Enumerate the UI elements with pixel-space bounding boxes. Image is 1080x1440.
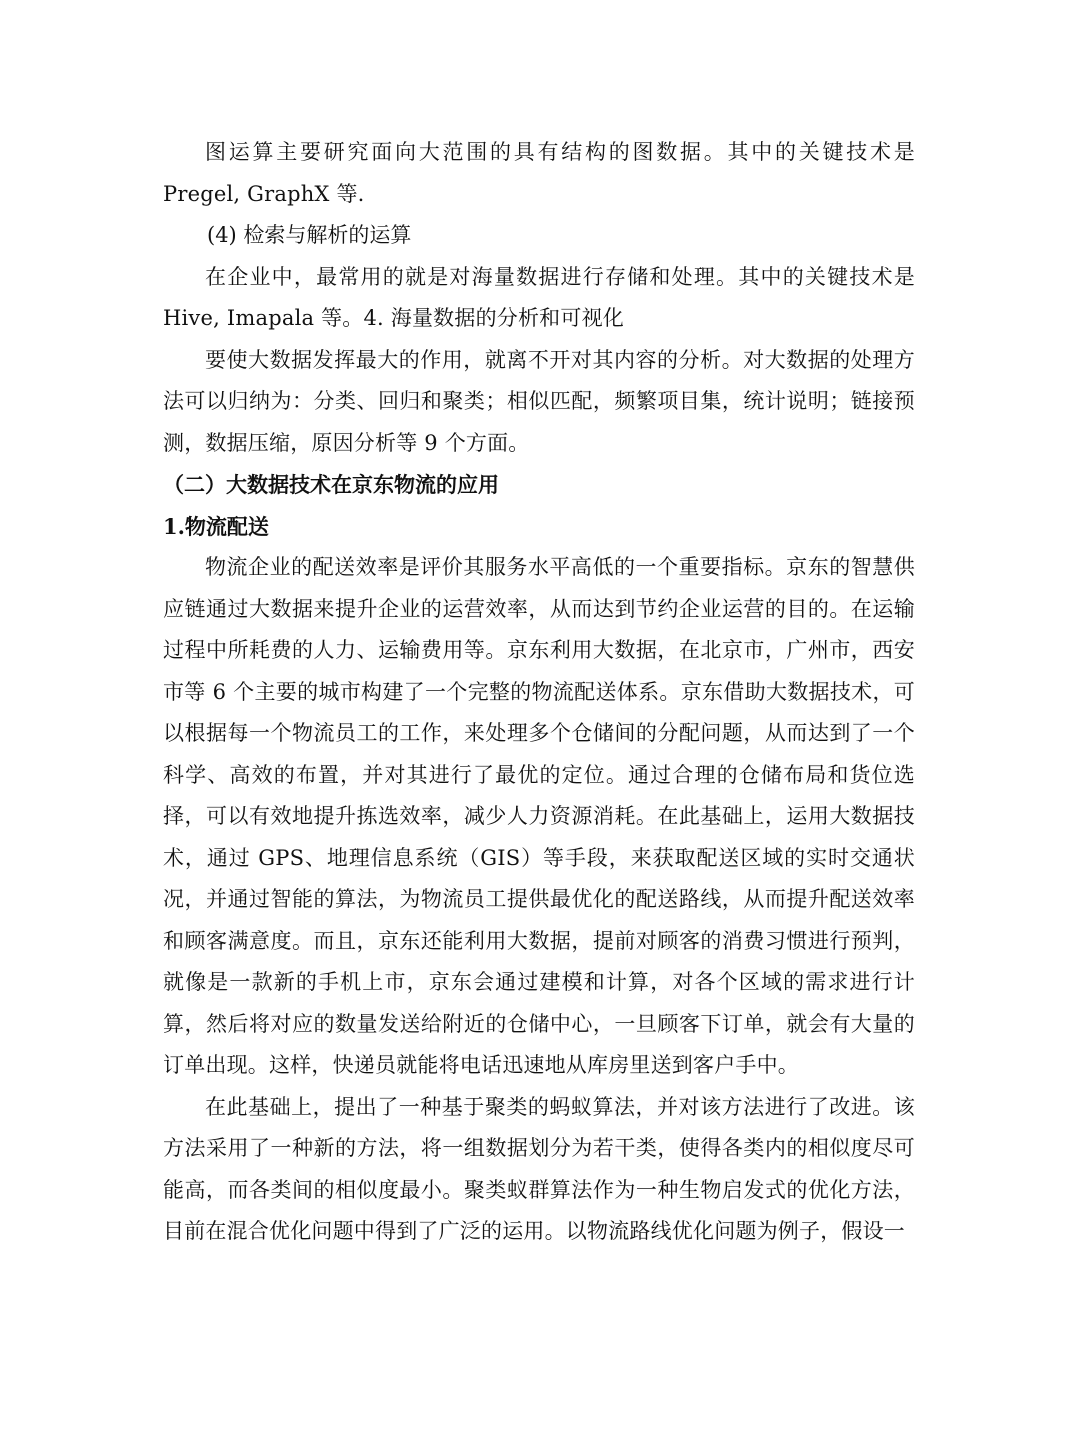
document-body	[163, 132, 915, 1253]
section-heading-jd-logistics: （二）大数据技术在京东物流的应用	[163, 472, 499, 497]
paragraph-enterprise-storage: 在企业中，最常用的就是对海量数据进行存储和处理。其中的关键技术是Hive, Imapala 等。4. 海量数据的分析和可视化	[163, 264, 915, 330]
list-item-retrieval-analysis: (4) 检索与解析的运算	[207, 223, 412, 247]
paragraph-delivery-efficiency: 物流企业的配送效率是评价其服务水平高低的一个重要指标。京东的智慧供应链通过大数据来提升企业的运营效率，从而达到节约企业运营的目的。在运输过程中所耗费的人力、运输费用等。京东利用大数据，在北京市，广州市，西安市等 6 个主要的城市构建了一个完整的物流配送体系。京东借助大数据技术，可以根据每一个物流员工的工作，来处理多个仓储间的分配问题，从而达到了一个科学、高效的布置，并对其进行了最优的定位。通过合理的仓储布局和货位选择，可以有效地提升拣选效率，减少人力资源消耗。在此基础上，运用大数据技术，通过 GPS、地理信息系统（GIS）等手段，来获取配送区域的实时交通状况，并通过智能的算法，为物流员工提供最优化的配送路线，从而提升配送效率和顾客满意度。而且，京东还能利用大数据，提前对顾客的消费习惯进行预判，就像是一款新的手机上市，京东会通过建模和计算，对各个区域的需求进行计算，然后将对应的数量发送给附近的仓储中心，一旦顾客下订单，就会有大量的订单出现。这样，快递员就能将电话迅速地从库房里送到客户手中。	[163, 555, 915, 1077]
paragraph-graph-computing: 图运算主要研究面向大范围的具有结构的图数据。其中的关键技术是Pregel, GraphX 等.	[163, 140, 915, 206]
subsection-heading-logistics-delivery: 1.物流配送	[163, 513, 269, 539]
paragraph-clustering-ant-algorithm: 在此基础上，提出了一种基于聚类的蚂蚁算法，并对该方法进行了改进。该方法采用了一种新的方法，将一组数据划分为若干类，使得各类内的相似度尽可能高，而各类间的相似度最小。聚类蚁群算法作为一种生物启发式的优化方法，目前在混合优化问题中得到了广泛的运用。以物流路线优化问题为例子，假设一	[163, 1094, 915, 1243]
paragraph-big-data-analysis: 要使大数据发挥最大的作用，就离不开对其内容的分析。对大数据的处理方法可以归纳为：分类、回归和聚类；相似匹配，频繁项目集，统计说明；链接预测，数据压缩，原因分析等 9 个方面。	[163, 347, 915, 455]
